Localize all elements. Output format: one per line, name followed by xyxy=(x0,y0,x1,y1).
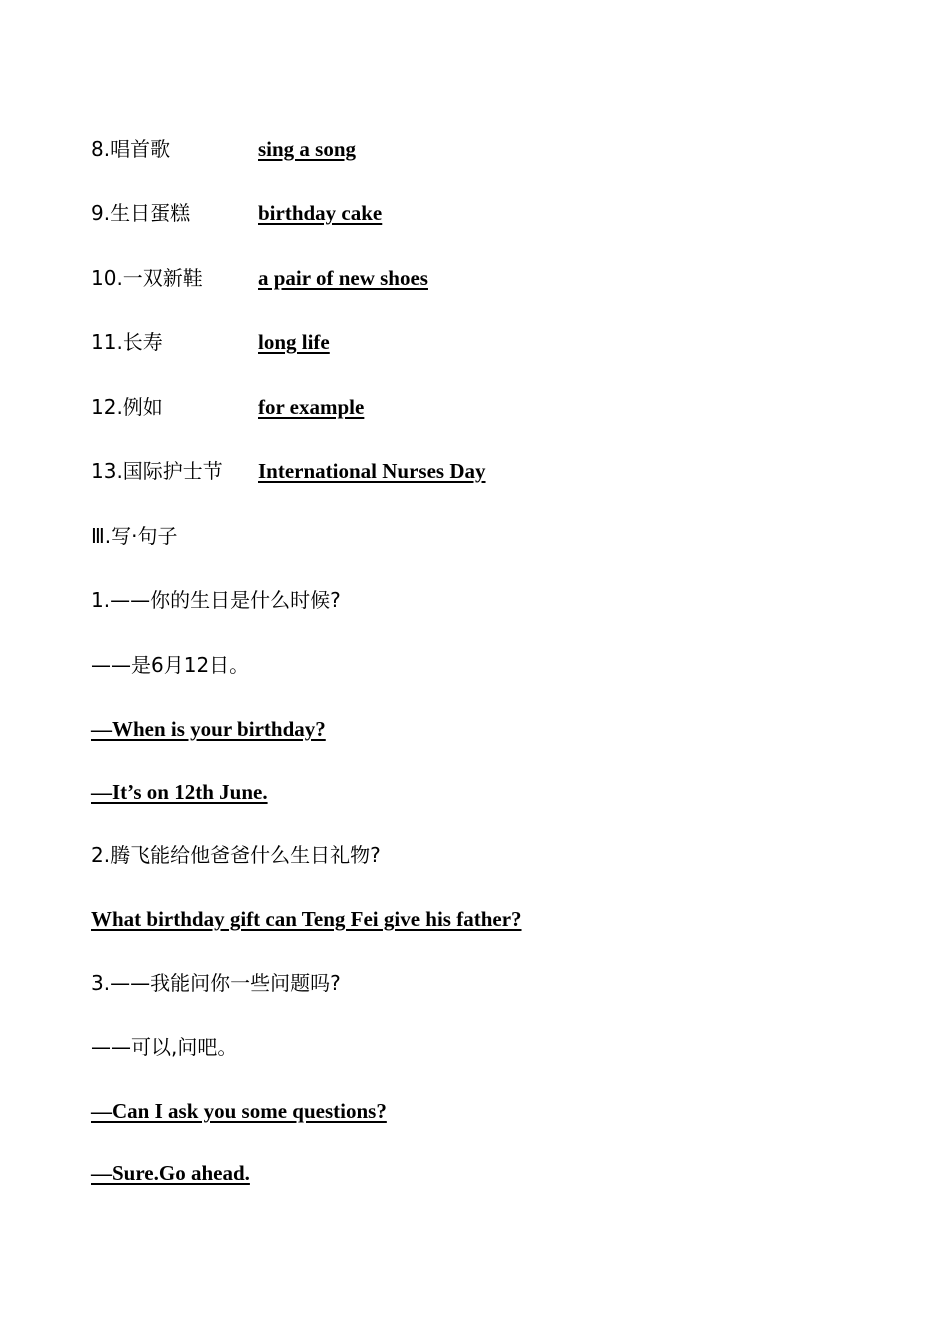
vocab-item-10 xyxy=(91,264,428,292)
vocab-answer: for example xyxy=(258,395,365,419)
answer-1-line-2: —It’s on 12th June. xyxy=(91,780,268,804)
vocab-answer: birthday cake xyxy=(258,201,383,225)
vocab-answer: International Nurses Day xyxy=(258,459,486,483)
question-1-line-1: 1.——你的生日是什么时候? xyxy=(91,588,341,612)
question-3-line-2: ——可以,问吧。 xyxy=(91,1035,238,1059)
vocab-answer: long life xyxy=(258,330,330,354)
question-2: 2.腾飞能给他爸爸什么生日礼物? xyxy=(91,843,381,867)
vocab-item-8 xyxy=(91,135,356,163)
answer-3-line-2: —Sure.Go ahead. xyxy=(91,1161,250,1185)
question-3-line-1: 3.——我能问你一些问题吗? xyxy=(91,971,341,995)
vocab-chinese: 10.一双新鞋 xyxy=(91,266,203,290)
vocab-item-9 xyxy=(91,199,382,227)
vocab-answer: sing a song xyxy=(258,137,357,161)
vocab-chinese: 13.国际护士节 xyxy=(91,459,223,483)
vocab-chinese: 9.生日蛋糕 xyxy=(91,201,191,225)
vocab-item-13 xyxy=(91,457,486,485)
vocab-item-11 xyxy=(91,328,330,356)
question-1-line-2: ——是6月12日。 xyxy=(91,653,250,677)
answer-1-line-1: —When is your birthday? xyxy=(91,717,326,741)
vocab-chinese: 11.长寿 xyxy=(91,330,163,354)
vocab-item-12 xyxy=(91,393,364,421)
answer-3-line-1: —Can I ask you some questions? xyxy=(91,1099,387,1123)
vocab-chinese: 12.例如 xyxy=(91,395,163,419)
vocab-answer: a pair of new shoes xyxy=(258,266,428,290)
answer-2: What birthday gift can Teng Fei give his father? xyxy=(91,907,522,931)
vocab-chinese: 8.唱首歌 xyxy=(91,137,171,161)
section-heading: Ⅲ.写·句子 xyxy=(91,524,178,548)
